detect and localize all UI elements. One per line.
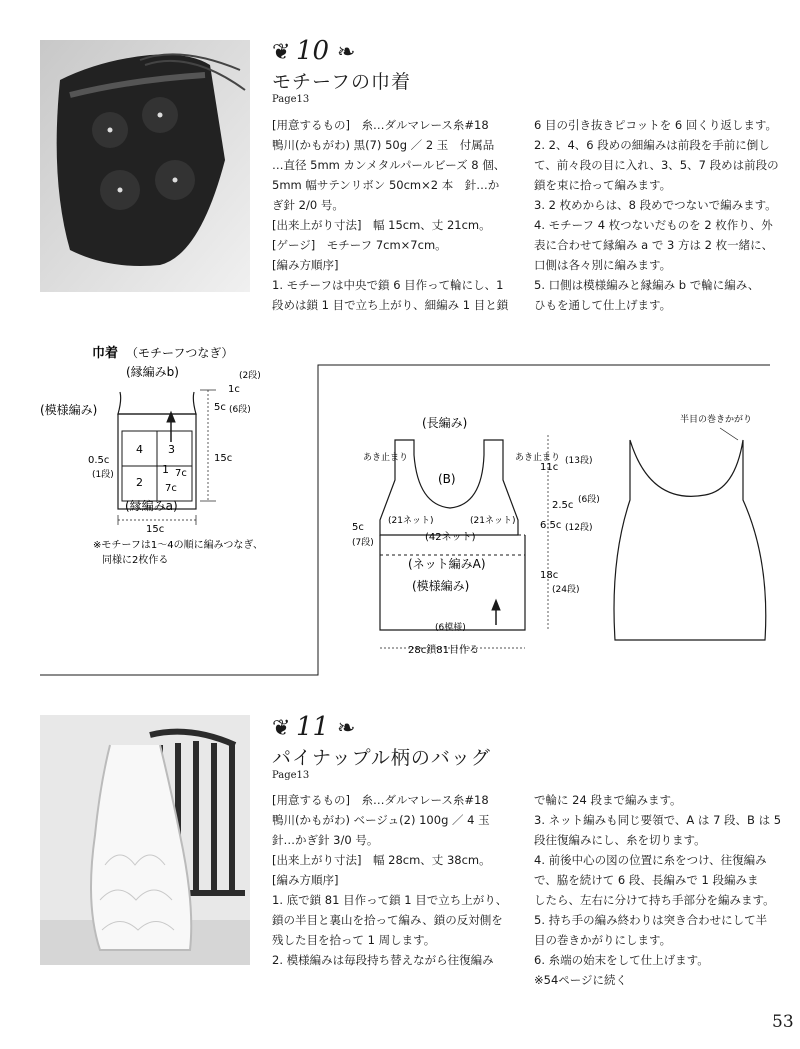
purse-note-2: 同様に2枚作る [102, 555, 169, 566]
project-number-10: 10 [296, 36, 330, 66]
ornament-right-11: ❧ [337, 716, 357, 741]
half-stitch-label: 半目の巻きかがり [680, 415, 753, 425]
dim-7c-a: 7c [175, 468, 187, 479]
edge-a-label: (縁編みa) [125, 499, 178, 513]
ornament-left-10: ❦ [272, 40, 292, 65]
pattern-label-1: (模様編み) [40, 403, 98, 417]
motif-1: 1 [162, 463, 169, 476]
net-42: (42ネット) [425, 532, 476, 543]
purse-subtitle: （モチーフつなぎ） [126, 346, 234, 360]
dim-24dan: (24段) [552, 585, 580, 595]
dim-6dan-2: (6段) [578, 495, 600, 505]
dim-6dan: (6段) [229, 405, 251, 415]
instructions-11-col1 [272, 790, 507, 970]
dim-11c: 11c [540, 462, 559, 473]
text-line: で、脇を続けて 6 段、長編みで 1 段編みま [534, 873, 759, 887]
text-line: [出来上がり寸法] 幅 28cm、丈 38cm。 [272, 853, 491, 867]
page-ref-10: Page13 [272, 94, 310, 105]
project-title-11: パイナップル柄のバッグ [272, 747, 491, 769]
dim-18c: 18c [540, 570, 559, 581]
text-line: [用意するもの] 糸…ダルマレース糸#18 [272, 793, 489, 807]
text-line: 4. 前後中心の図の位置に糸をつけ、往復編み [534, 853, 767, 867]
section-b: (B) [438, 472, 456, 486]
dim-7c-b: 7c [165, 483, 177, 494]
dim-25c: 2.5c [552, 500, 574, 511]
page-number: 53 [772, 1012, 794, 1032]
instructions-10-col2 [534, 115, 779, 315]
dim-15c-h: 15c [146, 524, 165, 535]
text-line: 残した目を拾って 1 周します。 [272, 933, 436, 947]
text-line: 鴨川(かもがわ) 黒(7) 50g ／ 2 玉 付属品 [272, 138, 495, 152]
text-line: 3. ネット編みも同じ要領で、A は 7 段、B は 5 [534, 813, 782, 827]
opening-left: あき止まり [363, 453, 409, 463]
project-number-11: 11 [296, 712, 330, 742]
text-line: 段めは鎖 1 目で立ち上がり、細編み 1 目と鎖 [272, 298, 509, 312]
motif-2: 2 [136, 476, 143, 489]
text-line: 針…かぎ針 3/0 号。 [272, 833, 379, 847]
text-line: …直径 5mm カンメタルパールビーズ 8 個、 [272, 158, 506, 172]
text-line: [編み方順序] [272, 873, 339, 887]
pattern-label-2: (模様編み) [412, 579, 470, 593]
dim-5c: 5c [214, 402, 226, 413]
text-line: 4. モチーフ 4 枚つないだものを 2 枚作り、外 [534, 218, 773, 232]
bottom-dimension: 28c鎖81目作る [408, 645, 479, 656]
text-line: 目の巻きかがりにします。 [534, 933, 672, 947]
text-line: [編み方順序] [272, 258, 339, 272]
dim-12dan: (12段) [565, 523, 593, 533]
text-line: ぎ針 2/0 号。 [272, 198, 344, 212]
edge-b-label: (縁編みb) [126, 365, 179, 379]
purse-title: 巾着 [92, 346, 119, 361]
dim-5c-2: 5c [352, 522, 364, 533]
diagrams [0, 330, 800, 690]
text-line: 鎖の半目と裏山を拾って編み、鎖の反対側を [272, 913, 503, 927]
text-line: 鴨川(かもがわ) ベージュ(2) 100g ／ 4 玉 [272, 813, 490, 827]
text-line: 5mm 幅サテンリボン 50cm×2 本 針…か [272, 178, 500, 192]
text-line: 鎖を束に拾って編みます。 [534, 178, 672, 192]
purse-note-1: ※モチーフは1～4の順に編みつなぎ、 [93, 540, 264, 551]
repeat-label: (6模様) [435, 623, 466, 633]
text-line: 2. 模様編みは毎段持ち替えながら往復編み [272, 953, 494, 967]
ornament-left-11: ❦ [272, 716, 292, 741]
text-line: ※54ページに続く [534, 973, 628, 987]
opening-right: あき止まり [515, 453, 561, 463]
dim-65c: 6.5c [540, 520, 562, 531]
dim-15c-v: 15c [214, 453, 233, 464]
dim-2dan: (2段) [239, 371, 261, 381]
page-ref-11: Page13 [272, 770, 310, 781]
text-line: 5. 口側は模様編みと縁編み b で輪に編み、 [534, 278, 760, 292]
net-21-right: (21ネット) [470, 516, 516, 526]
purse-photo [40, 40, 250, 292]
net-a-label: (ネット編みA) [408, 557, 486, 571]
dim-13dan: (13段) [565, 456, 593, 466]
text-line: [出来上がり寸法] 幅 15cm、丈 21cm。 [272, 218, 491, 232]
text-line: 1. モチーフは中央で鎖 6 目作って輪にし、1 [272, 278, 504, 292]
instructions-11-col2 [534, 790, 781, 990]
instructions-10-col1 [272, 115, 508, 315]
text-line: したら、左右に分けて持ち手部分を編みます。 [534, 893, 775, 907]
text-line: 5. 持ち手の編み終わりは突き合わせにして半 [534, 913, 768, 927]
text-line: 1. 底で鎖 81 目作って鎖 1 目で立ち上がり、 [272, 893, 508, 907]
bag-photo [40, 715, 250, 965]
motif-3: 3 [168, 443, 175, 456]
project-title-10: モチーフの巾着 [272, 71, 412, 93]
long-stitch-label: (長編み) [422, 416, 468, 430]
net-21-left: (21ネット) [388, 516, 434, 526]
dim-1dan: (1段) [92, 470, 114, 480]
dim-05c: 0.5c [88, 455, 110, 466]
text-line: 3. 2 枚めからは、8 段めでつないで編みます。 [534, 198, 777, 212]
text-line: 口側は各々別に編みます。 [534, 258, 672, 272]
text-line: 6. 糸端の始末をして仕上げます。 [534, 953, 709, 967]
text-line: [用意するもの] 糸…ダルマレース糸#18 [272, 118, 489, 132]
text-line: 段往復編みにし、糸を切ります。 [534, 833, 706, 847]
dim-1c: 1c [228, 384, 240, 395]
text-line: 表に合わせて縁編み a で 3 方は 2 枚一緒に、 [534, 238, 774, 252]
motif-4: 4 [136, 443, 143, 456]
text-line: [ゲージ] モチーフ 7cm×7cm。 [272, 238, 447, 252]
text-line: て、前々段の目に入れ、3、5、7 段めは前段の [534, 158, 779, 172]
text-line: ひもを通して仕上げます。 [534, 298, 672, 312]
text-line: 6 目の引き抜きピコットを 6 回くり返します。 [534, 118, 777, 132]
text-line: 2. 2、4、6 段めの細編みは前段を手前に倒し [534, 138, 770, 152]
dim-7dan: (7段) [352, 538, 374, 548]
text-line: で輪に 24 段まで編みます。 [534, 793, 682, 807]
ornament-right-10: ❧ [337, 40, 357, 65]
